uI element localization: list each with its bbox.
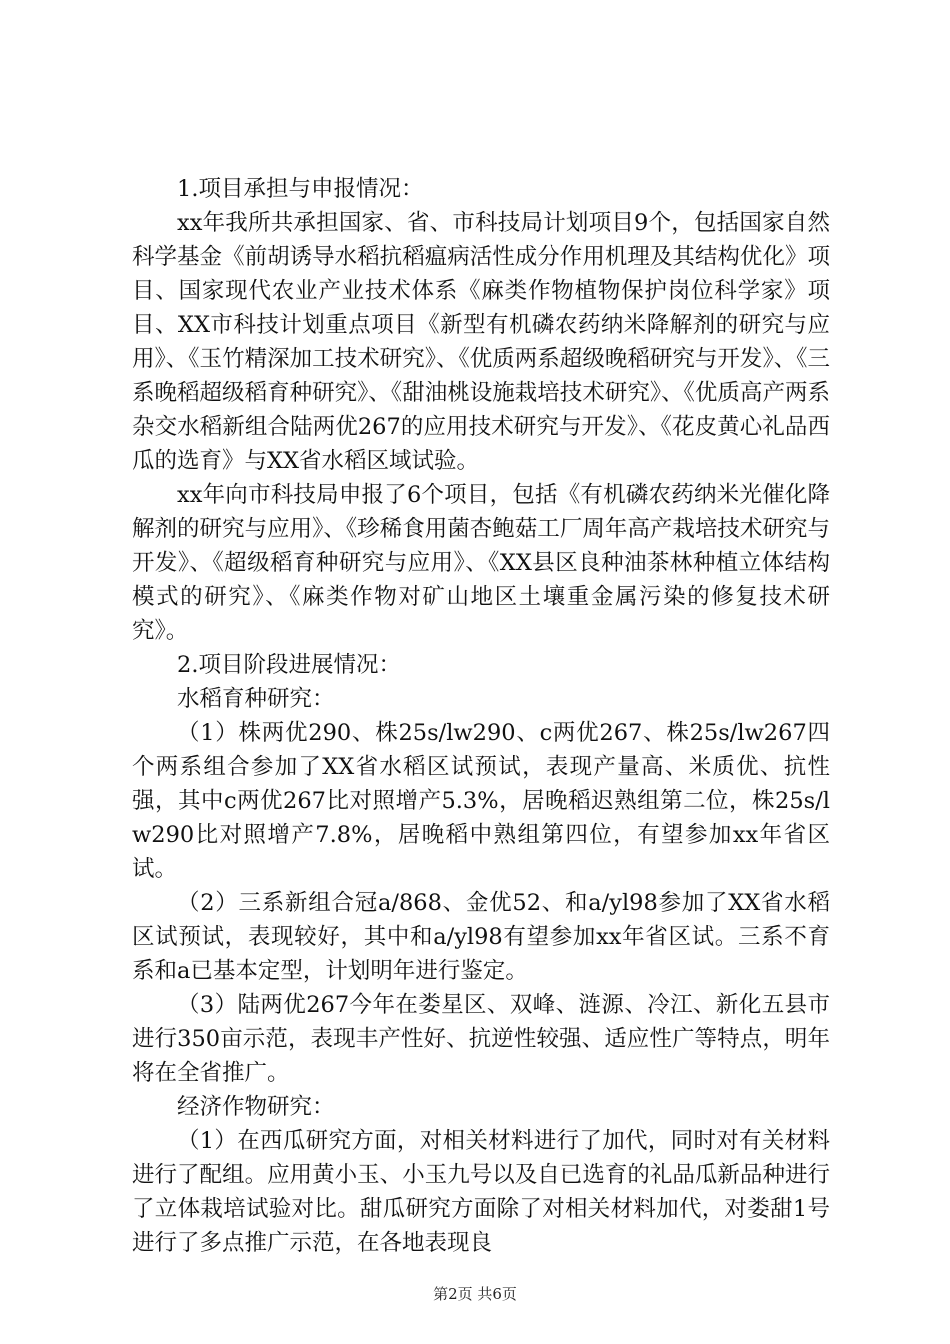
paragraph-cash-crop-item-1: （1）在西瓜研究方面，对相关材料进行了加代，同时对有关材料进行了配组。应用黄小玉、小玉九号以及自已选育的礼品瓜新品种进行了立体栽培试验对比。甜瓜研究方面除了对相关材料加代，对娄甜1号进行了多点推广示范，在各地表现良: [132, 1128, 830, 1256]
paragraph-rice-item-1: （1）株两优290、株25s/lw290、c两优267、株25s/lw267四个两系组合参加了XX省水稻区试预试，表现产量高、米质优、抗性强，其中c两优267比对照增产5.3%，居晚稻迟熟组第二位，株25s/lw290比对照增产7.8%，居晚稻中熟组第四位，有望参加xx年省区试。: [132, 720, 830, 882]
paragraph-undertaken-projects: xx年我所共承担国家、省、市科技局计划项目9个，包括国家自然科学基金《前胡诱导水稻抗稻瘟病活性成分作用机理及其结构优化》项目、国家现代农业产业技术体系《麻类作物植物保护岗位科学家》项目、XX市科技计划重点项目《新型有机磷农药纳米降解剂的研究与应用》、《玉竹精深加工技术研究》、《优质两系超级晚稻研究与开发》、《三系晚稻超级稻育种研究》、《甜油桃设施栽培技术研究》、《优质高产两系杂交水稻新组合陆两优267的应用技术研究与开发》、《花皮黄心礼品西瓜的选育》与XX省水稻区域试验。: [132, 210, 830, 474]
paragraph-applied-projects: xx年向市科技局申报了6个项目，包括《有机磷农药纳米光催化降解剂的研究与应用》、《珍稀食用菌杏鲍菇工厂周年高产栽培技术研究与开发》、《超级稻育种研究与应用》、《XX县区良种油茶林种植立体结构模式的研究》、《麻类作物对矿山地区土壤重金属污染的修复技术研究》。: [132, 482, 830, 644]
page-footer: 第2页 共6页: [433, 1285, 517, 1303]
paragraph-rice-item-2: （2）三系新组合冠a/868、金优52、和a/yl98参加了XX省水稻区试预试，表现较好，其中和a/yl98有望参加xx年省区试。三系不育系和a已基本定型，计划明年进行鉴定。: [132, 890, 830, 984]
section-heading-2: 2.项目阶段进展情况：: [177, 652, 401, 678]
paragraph-rice-item-3: （3）陆两优267今年在娄星区、双峰、涟源、冷江、新化五县市进行350亩示范，表现丰产性好、抗逆性较强、适应性广等特点，明年将在全省推广。: [132, 992, 830, 1086]
subheading-cash-crops: 经济作物研究：: [177, 1094, 335, 1120]
subheading-rice-breeding: 水稻育种研究：: [177, 686, 335, 712]
section-heading-1: 1.项目承担与申报情况：: [177, 176, 424, 202]
document-body: [132, 172, 830, 1260]
